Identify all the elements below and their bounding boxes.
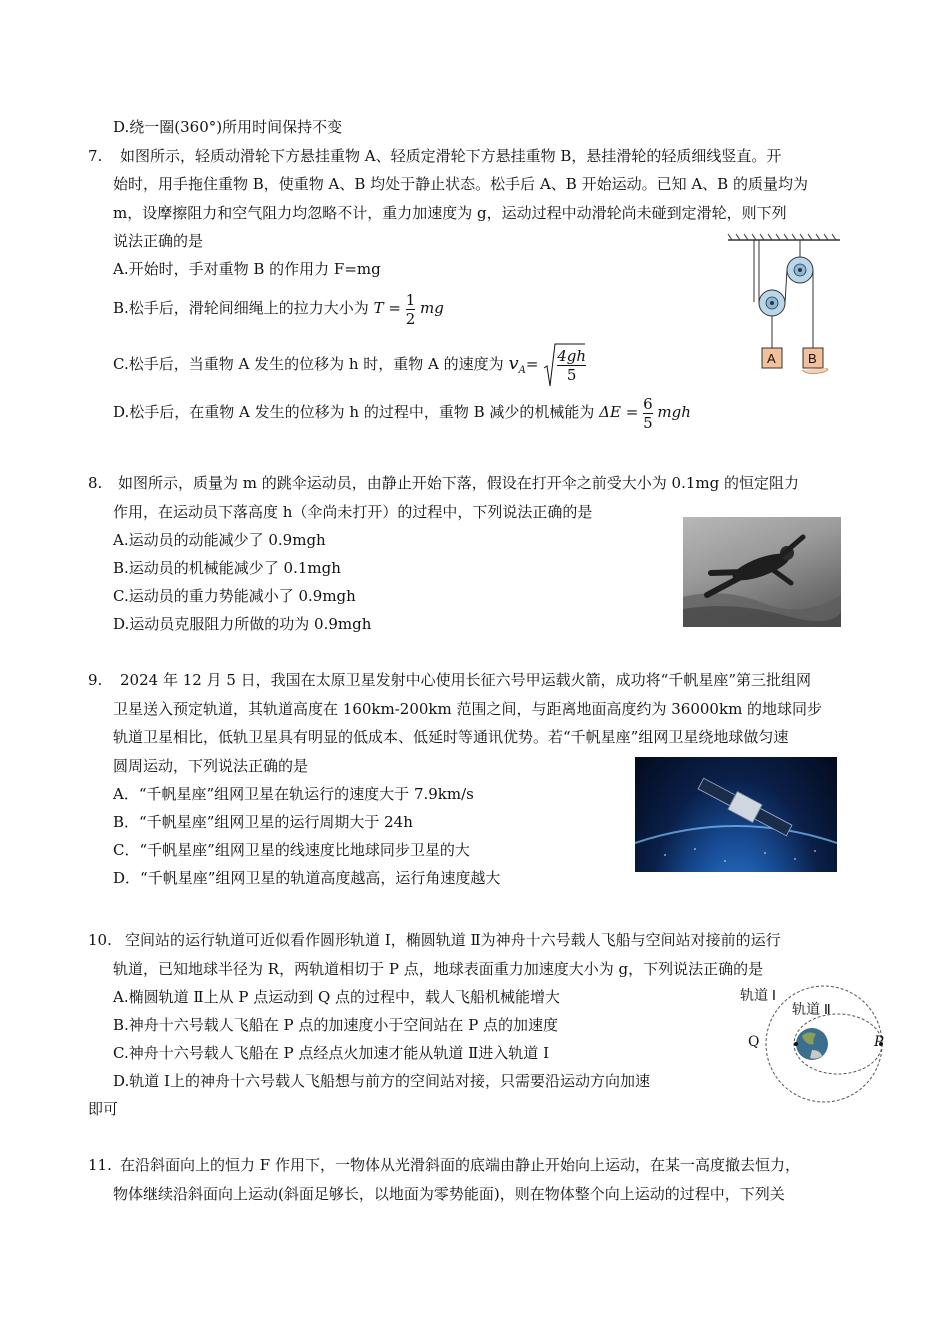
q11-number: 11.: [88, 1156, 112, 1174]
q7-stem-line-1: 如图所示，轻质动滑轮下方悬挂重物 A、轻质定滑轮下方悬挂重物 B，悬挂滑轮的轻质细线竖直。开: [120, 147, 782, 165]
q10-stem-line-2: 轨道，已知地球半径为 R，两轨道相切于 P 点，地球表面重力加速度大小为 g，下列说法正确的是: [113, 960, 764, 978]
q9-option-d: D．“千帆星座”组网卫星的轨道高度越高，运行角速度越大: [113, 869, 501, 887]
q10-option-a: A.椭圆轨道 Ⅱ上从 P 点运动到 Q 点的过程中，载人飞船机械能增大: [113, 988, 561, 1006]
q7-option-c-fraction: [557, 347, 586, 384]
q7-option-d-fraction: [643, 395, 653, 432]
q11-stem-line-2: 物体继续沿斜面向上运动(斜面足够长，以地面为零势能面)，则在物体整个向上运动的过程中，下列关: [113, 1185, 785, 1203]
q7-option-c-subscript: A: [518, 365, 526, 376]
q9-option-c: C．“千帆星座”组网卫星的线速度比地球同步卫星的大: [113, 841, 470, 859]
orbit-figure: [740, 984, 890, 1114]
q9-number: 9.: [88, 671, 103, 689]
satellite-photo: [635, 757, 837, 872]
q7-option-d-tail: mgh: [657, 403, 691, 421]
point-p-label: P: [874, 1034, 884, 1050]
pulley-figure: [724, 230, 844, 380]
skydiver-photo: [683, 517, 841, 627]
q9-stem-line-1: 2024 年 12 月 5 日，我国在太原卫星发射中心使用长征六号甲运载火箭，成功将“千帆星座”第三批组网: [120, 671, 811, 689]
q10-option-b: B.神舟十六号载人飞船在 P 点的加速度小于空间站在 P 点的加速度: [113, 1016, 559, 1034]
q7-option-c-velocity: v: [508, 353, 519, 374]
q7-number: 7.: [88, 147, 103, 165]
orbit-1-label: 轨道 Ⅰ: [740, 987, 777, 1003]
q7-stem-line-4: 说法正确的是: [113, 232, 204, 250]
q7-option-b-tail: mg: [420, 299, 444, 317]
q9-option-b: B．“千帆星座”组网卫星的运行周期大于 24h: [113, 813, 413, 831]
q7-stem-line-3: m，设摩擦阻力和空气阻力均忽略不计，重力加速度为 g，运动过程中动滑轮尚未碰到定滑轮，则下列: [113, 204, 787, 222]
q8-stem-line-1: 如图所示，质量为 m 的跳伞运动员，由静止开始下落，假设在打开伞之前受大小为 0.1mg 的恒定阻力: [118, 474, 799, 492]
q8-number: 8.: [88, 474, 103, 492]
weight-a-label: A: [767, 351, 776, 366]
q11-stem-line-1: 在沿斜面向上的恒力 F 作用下，一物体从光滑斜面的底端由静止开始向上运动，在某一高度撤去恒力，: [120, 1156, 800, 1174]
weight-b-label: B: [808, 351, 817, 366]
q8-option-a: A.运动员的动能减少了 0.9mgh: [113, 531, 326, 549]
q6-option-d: D.绕一圈(360°)所用时间保持不变: [113, 118, 343, 136]
satellite-icon: [635, 757, 837, 872]
q10-option-d-line-1: D.轨道 Ⅰ上的神舟十六号载人飞船想与前方的空间站对接，只需要沿运动方向加速: [113, 1072, 650, 1090]
q9-stem-line-4: 圆周运动，下列说法正确的是: [113, 757, 309, 775]
q10-option-d-line-2: 即可: [88, 1100, 119, 1118]
q7-option-b-numerator: 1: [405, 290, 416, 309]
q7-option-b: [113, 290, 444, 328]
q7-option-d: [113, 394, 691, 432]
q7-option-b-symbol: T =: [373, 299, 401, 317]
q7-option-c-numerator: 4gh: [557, 346, 587, 365]
q7-option-d-numerator: 6: [643, 394, 653, 413]
q7-option-d-lhs: ΔE =: [599, 403, 639, 421]
q7-option-c: [113, 342, 586, 390]
q7-option-d-text: D.松手后，在重物 A 发生的位移为 h 的过程中，重物 B 减少的机械能为: [113, 403, 595, 421]
q10-stem-line-1: 空间站的运行轨道可近似看作圆形轨道 Ⅰ，椭圆轨道 Ⅱ为神舟十六号载人飞船与空间站对接前的运行: [125, 931, 781, 949]
q7-option-c-denominator: 5: [557, 365, 586, 384]
q7-option-b-fraction: [406, 291, 416, 328]
q7-option-b-denominator: 2: [405, 309, 416, 328]
q8-stem-line-2: 作用，在运动员下落高度 h（伞尚未打开）的过程中，下列说法正确的是: [113, 503, 593, 521]
q9-stem-line-3: 轨道卫星相比，低轨卫星具有明显的低成本、低延时等通讯优势。若“千帆星座”组网卫星绕地球做匀速: [113, 728, 789, 746]
pulley-diagram-icon: [724, 230, 844, 380]
q10-number: 10.: [88, 931, 112, 949]
point-q-label: Q: [748, 1034, 760, 1050]
q8-option-d: D.运动员克服阻力所做的功为 0.9mgh: [113, 615, 372, 633]
q7-option-c-text: C.松手后，当重物 A 发生的位移为 h 时，重物 A 的速度为: [113, 355, 504, 373]
q7-option-c-sqrt: [543, 342, 586, 388]
q7-option-d-denominator: 5: [643, 413, 653, 432]
q9-option-a: A．“千帆星座”组网卫星在轨运行的速度大于 7.9km/s: [113, 785, 474, 803]
q8-option-c: C.运动员的重力势能减小了 0.9mgh: [113, 587, 356, 605]
skydiver-icon: [683, 517, 841, 627]
q8-option-b: B.运动员的机械能减少了 0.1mgh: [113, 559, 341, 577]
q10-option-c: C.神舟十六号载人飞船在 P 点经点火加速才能从轨道 Ⅱ进入轨道 Ⅰ: [113, 1044, 549, 1062]
q7-option-c-equals: =: [525, 355, 539, 373]
q7-stem-line-2: 始时，用手拖住重物 B，使重物 A、B 均处于静止状态。松手后 A、B 开始运动。已知 A、B 的质量均为: [113, 175, 808, 193]
q7-option-b-text: B.松手后，滑轮间细绳上的拉力大小为: [113, 299, 369, 317]
q9-stem-line-2: 卫星送入预定轨道，其轨道高度在 160km-200km 范围之间，与距离地面高度约为 36000km 的地球同步: [113, 700, 823, 718]
orbit-2-label: 轨道 Ⅱ: [792, 1001, 831, 1017]
q7-option-a: A.开始时，手对重物 B 的作用力 F=mg: [113, 260, 381, 278]
